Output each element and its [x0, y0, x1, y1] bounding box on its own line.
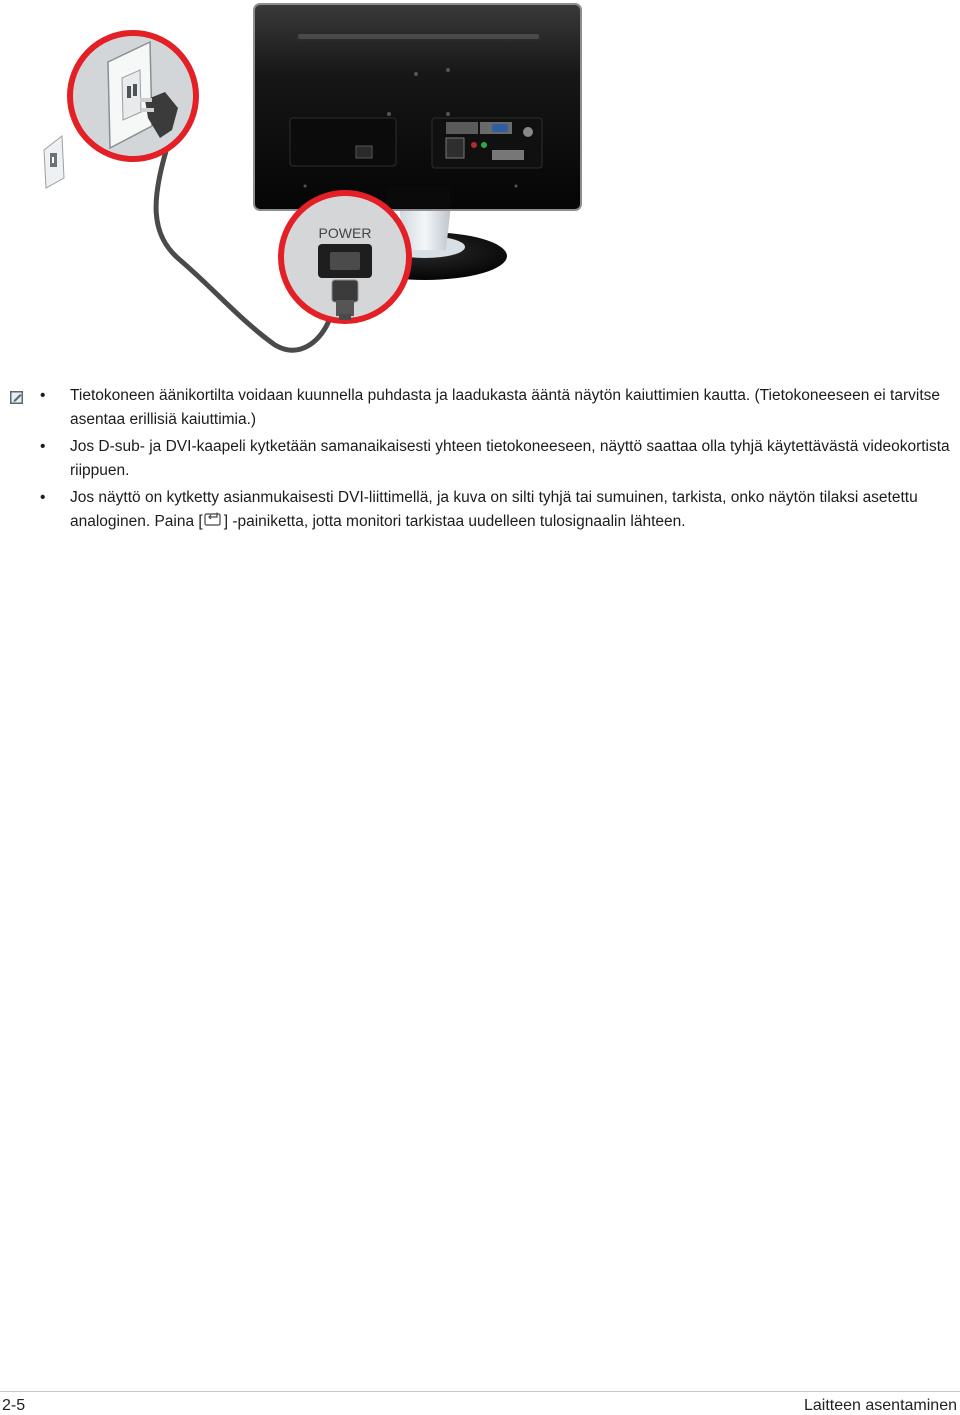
- note-text-before: Jos näyttö on kytketty asianmukaisesti DVI-liittimellä, ja kuva on silti tyhjä tai sumuinen, tarkista, onko näytön tilaksi asetettu analoginen. Paina [: [70, 489, 918, 530]
- source-enter-icon: [204, 512, 223, 527]
- note-item: • Jos D-sub- ja DVI-kaapeli kytketään samanaikaisesti yhteen tietokoneeseen, näyttö saattaa olla tyhjä käytettävästä videokortista riippuen.: [40, 438, 950, 479]
- note-text: Jos D-sub- ja DVI-kaapeli kytketään samanaikaisesti yhteen tietokoneeseen, näyttö saattaa olla tyhjä käytettävästä videokortista riippuen.: [70, 438, 950, 479]
- power-connection-illustration: [0, 0, 960, 360]
- monitor-back: [254, 4, 581, 210]
- footer-divider: [0, 1391, 960, 1392]
- chapter-title: Laitteen asentaminen: [804, 1397, 957, 1414]
- wall-plate-small: [44, 136, 64, 188]
- note-icon: [9, 389, 25, 405]
- note-text: Tietokoneen äänikortilta voidaan kuunnella puhdasta ja laadukasta ääntä näytön kaiuttimien kautta. (Tietokoneeseen ei tarvitse asentaa erillisiä kaiuttimia.): [70, 387, 940, 428]
- note-text-after: ] -painiketta, jotta monitori tarkistaa uudelleen tulosignaalin lähteen.: [223, 512, 686, 530]
- notes-list: [40, 384, 958, 537]
- note-item: • Jos näyttö on kytketty asianmukaisesti DVI-liittimellä, ja kuva on silti tyhjä tai sumuinen, tarkista, onko näytön tilaksi asetettu analoginen. Paina [ ] -painiketta, jotta monitori tarkistaa uudelleen tulosignaalin lähteen.: [40, 489, 918, 530]
- power-label: POWER: [318, 225, 372, 241]
- page-number: 2-5: [2, 1397, 26, 1414]
- wall-outlet-zoom: [70, 33, 196, 159]
- note-item: • Tietokoneen äänikortilta voidaan kuunnella puhdasta ja laadukasta ääntä näytön kaiuttimien kautta. (Tietokoneeseen ei tarvitse asentaa erillisiä kaiuttimia.): [40, 387, 940, 428]
- power-port-zoom: [281, 193, 409, 321]
